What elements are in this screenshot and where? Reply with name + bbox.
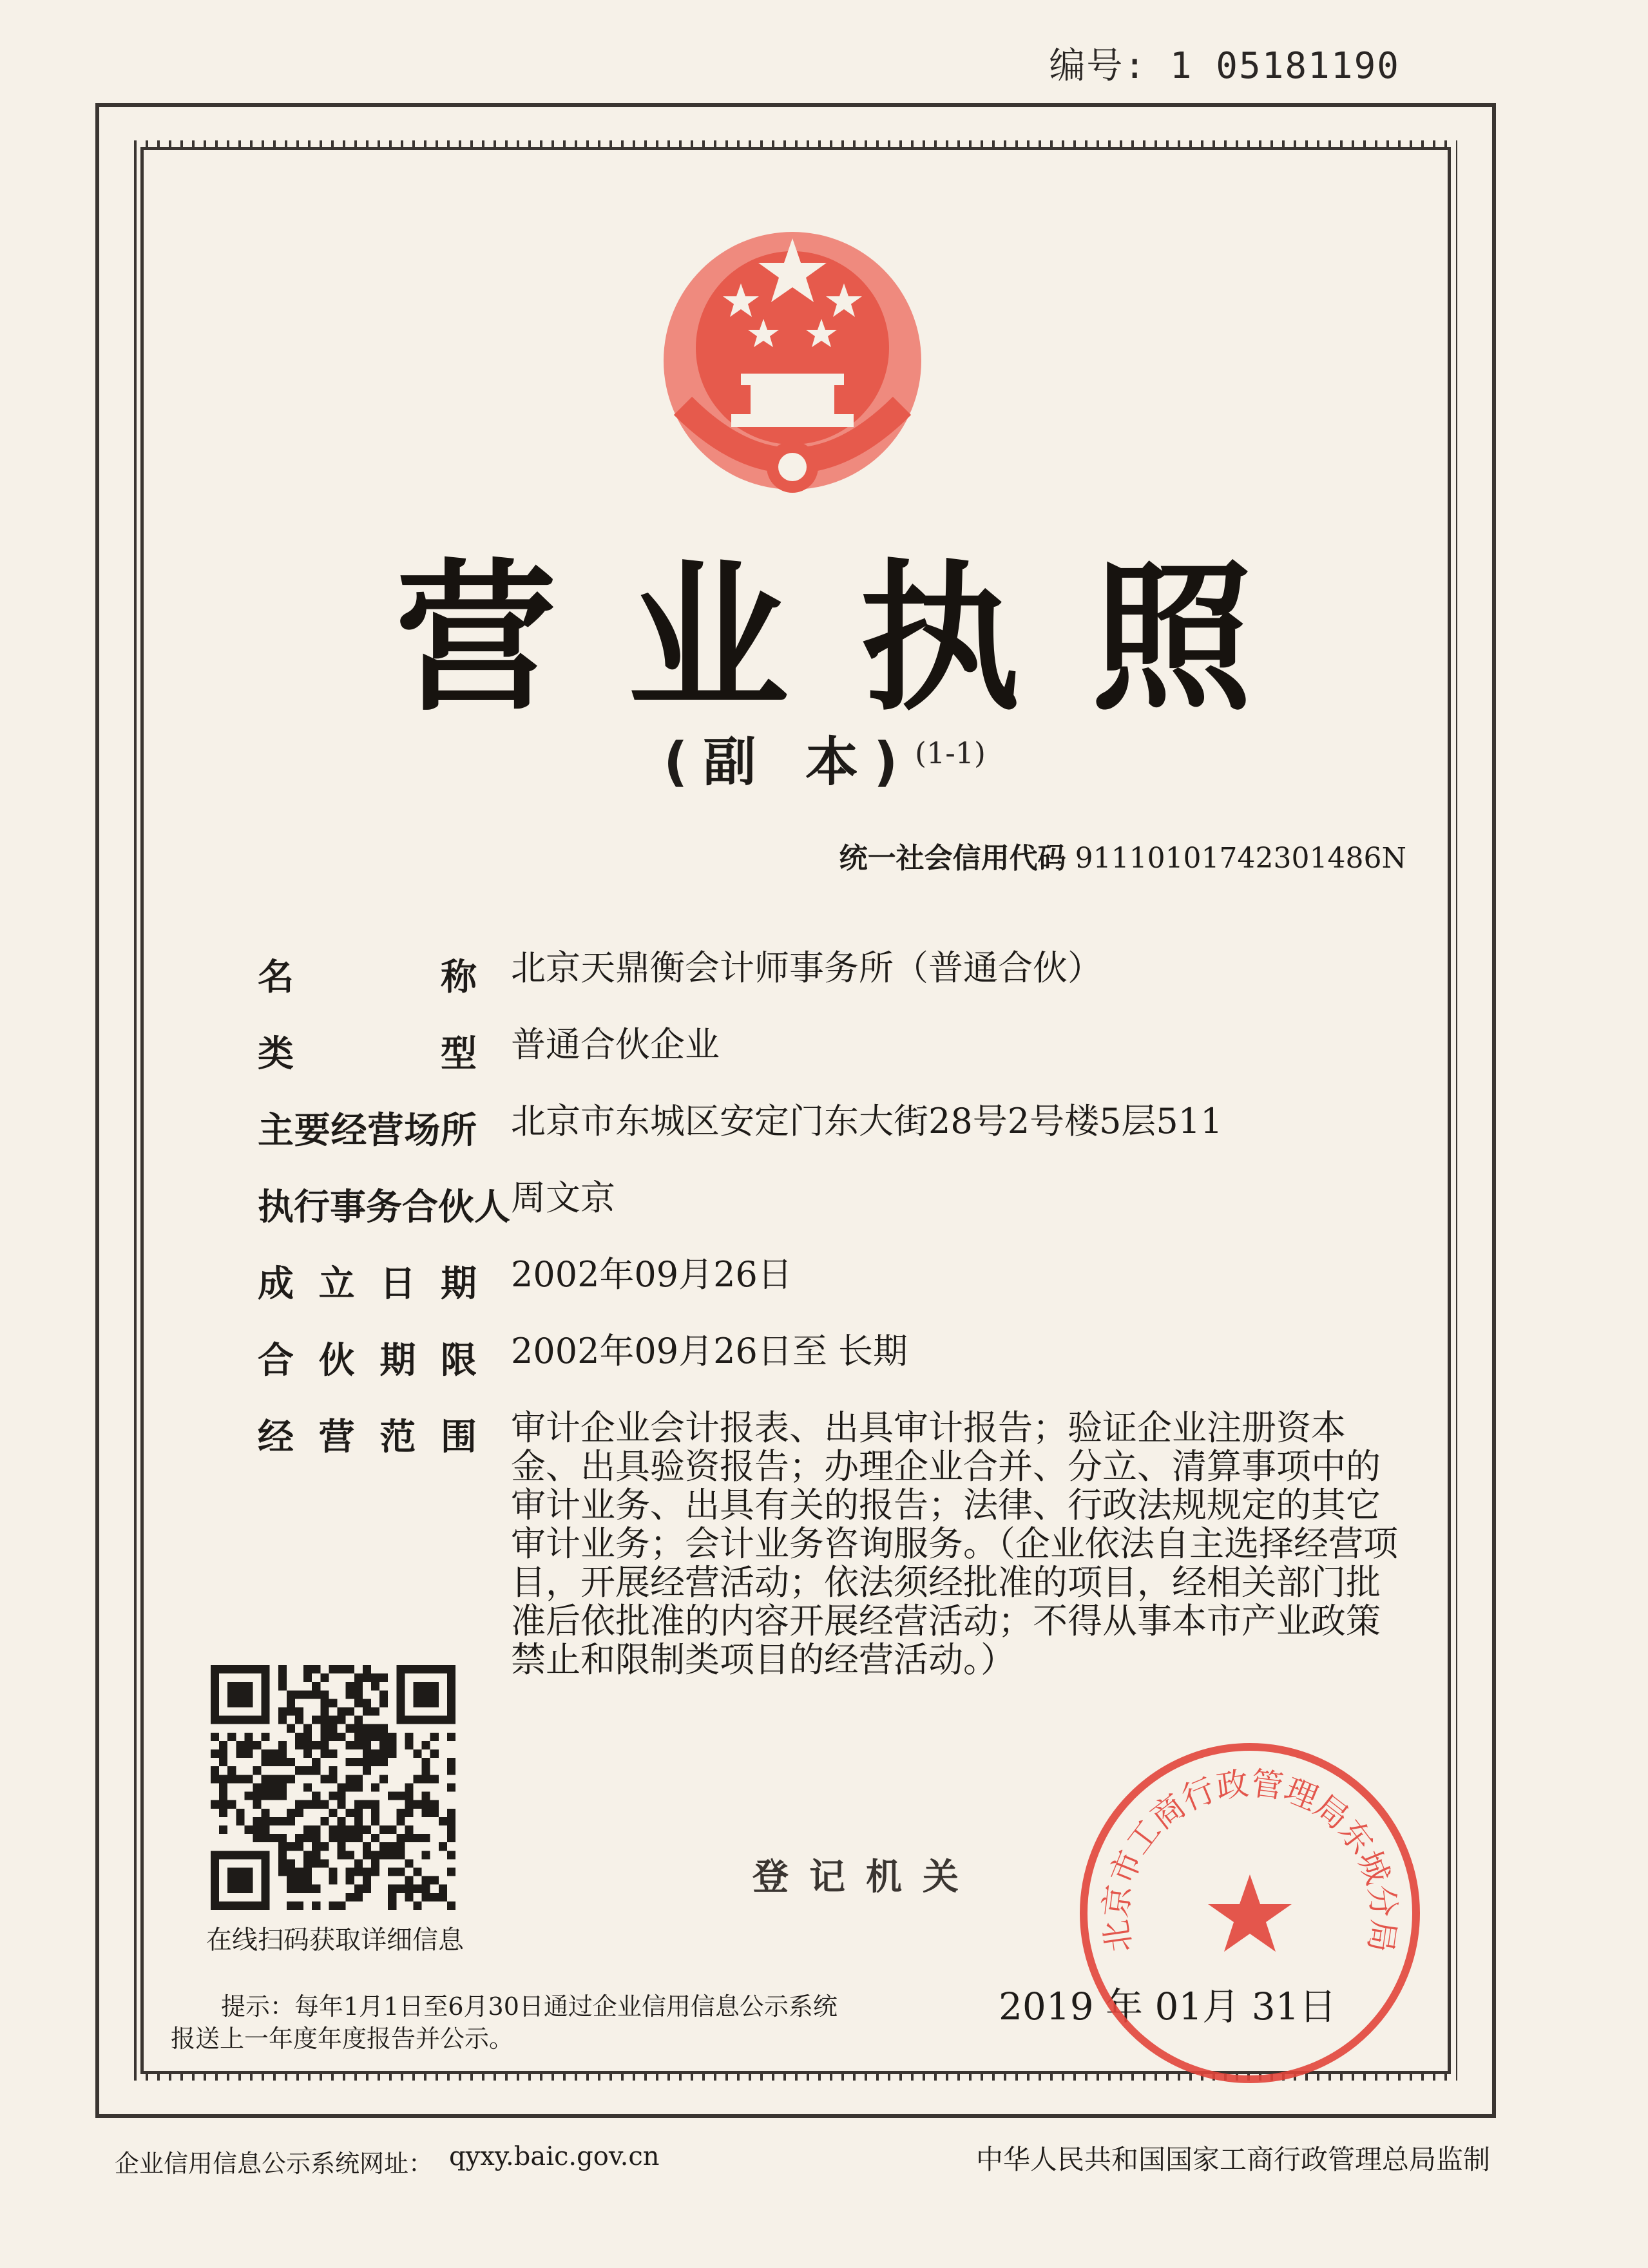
reporting-tip xyxy=(171,1990,976,2055)
seal-text: 北京市工商行政管理局东城分局 xyxy=(1097,1764,1403,1955)
official-seal-icon xyxy=(1069,1733,1430,2093)
qr-label: 在线扫码获取详细信息 xyxy=(206,1925,464,1955)
field-label: 成 立 日 期 xyxy=(258,1263,477,1305)
footer-url-link[interactable]: qyxy.baic.gov.cn xyxy=(449,2142,660,2171)
serial-number: 编号: 1 05181190 xyxy=(1049,45,1400,87)
credit-code xyxy=(839,835,1406,876)
field-value: 北京天鼎衡会计师事务所（普通合伙） xyxy=(511,948,1102,988)
document-title: 营业执照 xyxy=(396,545,1323,732)
qr-code-icon[interactable] xyxy=(211,1665,455,1910)
field-value: 审计企业会计报表、出具审计报告；验证企业注册资本金、出具验资报告；办理企业合并、分立、清算事项中的审计业务、出具有关的报告；法律、行政法规规定的其它审计业务；会计业务咨询服务。（企业依法自主选择经营项目，开展经营活动；依法须经批准的项目，经相关部门批准后依批准的内容开展经营活动；不得从事本市产业政策禁止和限制类项目的经营活动。） xyxy=(511,1407,1398,1680)
field-label: 主要经营场所 xyxy=(258,1110,477,1152)
tip-line-1: 提示：每年1月1日至6月30日通过企业信用信息公示系统 xyxy=(221,1992,838,2021)
field-label: 类 型 xyxy=(258,1033,477,1075)
field-value: 普通合伙企业 xyxy=(511,1024,720,1065)
field-label: 经 营 范 围 xyxy=(258,1416,477,1458)
national-emblem-icon xyxy=(644,213,941,509)
credit-code-label: 统一社会信用代码 xyxy=(839,842,1066,875)
field-value: 周文京 xyxy=(511,1177,615,1218)
footer-supervisor: 中华人民共和国国家工商行政管理总局监制 xyxy=(975,2144,1490,2175)
field-value: 2002年09月26日至 长期 xyxy=(511,1331,908,1371)
field-value: 2002年09月26日 xyxy=(511,1254,792,1295)
credit-code-value: 91110101742301486N xyxy=(1075,842,1406,875)
field-label: 执行事务合伙人 xyxy=(258,1186,510,1228)
registration-authority: 登记机关 xyxy=(752,1856,979,1898)
field-label: 名 称 xyxy=(258,957,477,998)
issue-date: 2019 年 01月 31日 xyxy=(999,1985,1337,2028)
field-value: 北京市东城区安定门东大街28号2号楼5层511 xyxy=(511,1101,1223,1141)
field-label: 合 伙 期 限 xyxy=(258,1340,477,1382)
copy-number: (1-1) xyxy=(915,736,986,770)
tip-line-2: 报送上一年度年度报告并公示。 xyxy=(171,2025,514,2053)
copy-type: (副 本) xyxy=(664,732,914,793)
footer-site-label: 企业信用信息公示系统网址： xyxy=(115,2149,434,2178)
